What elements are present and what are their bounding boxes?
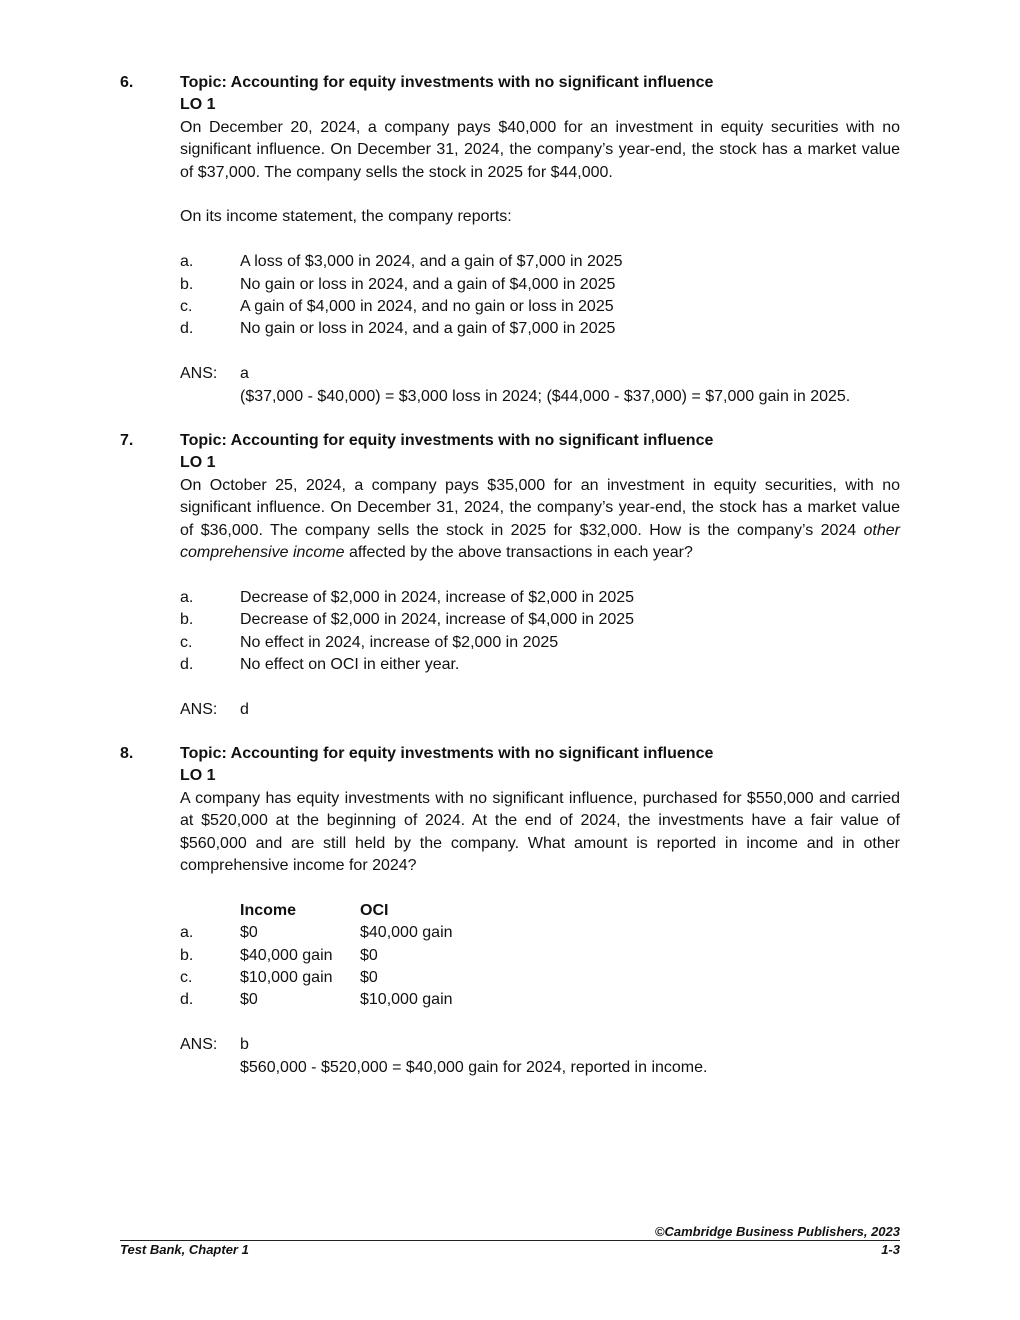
learning-objective: LO 1 xyxy=(180,767,216,785)
answer-option xyxy=(180,945,900,967)
options-table-header xyxy=(180,900,900,922)
answer-option xyxy=(180,654,900,676)
answer-explanation: ($37,000 - $40,000) = $3,000 loss in 2024; ($44,000 - $37,000) = $7,000 gain in 2025. xyxy=(240,387,851,405)
footer-chapter-label: Test Bank, Chapter 1 xyxy=(120,1242,249,1257)
option-oci: $10,000 gain xyxy=(360,991,453,1009)
question-number: 7. xyxy=(120,432,134,449)
question-topic: Topic: Accounting for equity investments with no significant influence xyxy=(180,745,714,762)
answer-label: ANS: xyxy=(180,700,218,718)
option-letter: a. xyxy=(180,588,194,606)
option-income: $40,000 gain xyxy=(240,946,333,964)
question-7 xyxy=(120,430,900,721)
option-income: $0 xyxy=(240,991,258,1009)
page-footer xyxy=(120,1224,900,1257)
answer-line xyxy=(180,699,900,721)
answer-option xyxy=(180,296,900,318)
option-letter: c. xyxy=(180,969,193,987)
copyright-notice: ©Cambridge Business Publishers, 2023 xyxy=(654,1224,900,1239)
answer-line xyxy=(180,363,900,385)
question-stem: On December 20, 2024, a company pays $40,000 for an investment in equity securities with no significant influence. On December 31, 2024, the company’s year-end, the stock has a market value of $37,000. The company sells the stock in 2025 for $44,000. xyxy=(180,118,900,181)
question-stem xyxy=(180,475,900,565)
answer-value: a xyxy=(240,365,249,383)
answer-option xyxy=(180,989,900,1011)
learning-objective: LO 1 xyxy=(180,96,216,114)
stem-italic-term: other comprehensive income xyxy=(180,521,900,562)
question-6 xyxy=(120,72,900,408)
option-text: Decrease of $2,000 in 2024, increase of $2,000 in 2025 xyxy=(240,588,635,606)
answer-option xyxy=(180,274,900,296)
option-letter: b. xyxy=(180,275,194,293)
option-letter: a. xyxy=(180,924,194,942)
stem-tail: affected by the above transactions in each year? xyxy=(344,544,693,562)
option-letter: b. xyxy=(180,611,194,629)
answer-option xyxy=(180,609,900,631)
option-text: No gain or loss in 2024, and a gain of $7,000 in 2025 xyxy=(240,320,616,338)
option-text: A gain of $4,000 in 2024, and no gain or loss in 2025 xyxy=(240,298,614,316)
oci-column-header: OCI xyxy=(360,901,389,919)
answer-label: ANS: xyxy=(180,1036,218,1054)
answer-option xyxy=(180,967,900,989)
answer-explanation: $560,000 - $520,000 = $40,000 gain for 2024, reported in income. xyxy=(240,1058,708,1076)
answer-value: d xyxy=(240,700,249,718)
question-topic: Topic: Accounting for equity investments with no significant influence xyxy=(180,432,714,449)
answer-option xyxy=(180,587,900,609)
option-text: No effect on OCI in either year. xyxy=(240,656,460,674)
option-text: Decrease of $2,000 in 2024, increase of $4,000 in 2025 xyxy=(240,611,635,629)
question-stem: A company has equity investments with no significant influence, purchased for $550,000 and carried at $520,000 at the beginning of 2024. At the end of 2024, the investments have a fair value of $560,000 and are still held by the company. What amount is reported in income and in other comprehensive income for 2024? xyxy=(180,789,900,875)
option-oci: $40,000 gain xyxy=(360,924,453,942)
answer-option xyxy=(180,922,900,944)
page-number: 1-3 xyxy=(881,1242,900,1257)
option-letter: c. xyxy=(180,633,193,651)
footer-divider xyxy=(120,1240,900,1241)
option-letter: d. xyxy=(180,656,194,674)
option-income: $10,000 gain xyxy=(240,969,333,987)
option-letter: c. xyxy=(180,298,193,316)
option-text: No gain or loss in 2024, and a gain of $4,000 in 2025 xyxy=(240,275,616,293)
income-column-header: Income xyxy=(240,901,297,919)
option-text: No effect in 2024, increase of $2,000 in 2025 xyxy=(240,633,559,651)
option-oci: $0 xyxy=(360,946,378,964)
option-letter: d. xyxy=(180,991,194,1009)
question-topic: Topic: Accounting for equity investments with no significant influence xyxy=(180,74,714,91)
question-number: 6. xyxy=(120,74,134,91)
answer-label: ANS: xyxy=(180,365,218,383)
option-letter: d. xyxy=(180,320,194,338)
answer-line xyxy=(180,1034,900,1056)
stem-text: On October 25, 2024, a company pays $35,000 for an investment in equity securities, with no significant influence. On December 31, 2024, the company’s year-end, the stock has a market value of $36,000. The company sells the stock in 2025 for $32,000. How is the company’s 2024 xyxy=(180,476,900,539)
learning-objective: LO 1 xyxy=(180,454,216,472)
option-letter: b. xyxy=(180,946,194,964)
answer-value: b xyxy=(240,1036,249,1054)
answer-option xyxy=(180,632,900,654)
option-income: $0 xyxy=(240,924,258,942)
answer-option xyxy=(180,318,900,340)
answer-option xyxy=(180,251,900,273)
option-text: A loss of $3,000 in 2024, and a gain of $7,000 in 2025 xyxy=(240,253,623,271)
question-8 xyxy=(120,743,900,1079)
question-prompt: On its income statement, the company reports: xyxy=(180,208,512,226)
option-letter: a. xyxy=(180,253,194,271)
question-number: 8. xyxy=(120,745,134,762)
option-oci: $0 xyxy=(360,969,378,987)
